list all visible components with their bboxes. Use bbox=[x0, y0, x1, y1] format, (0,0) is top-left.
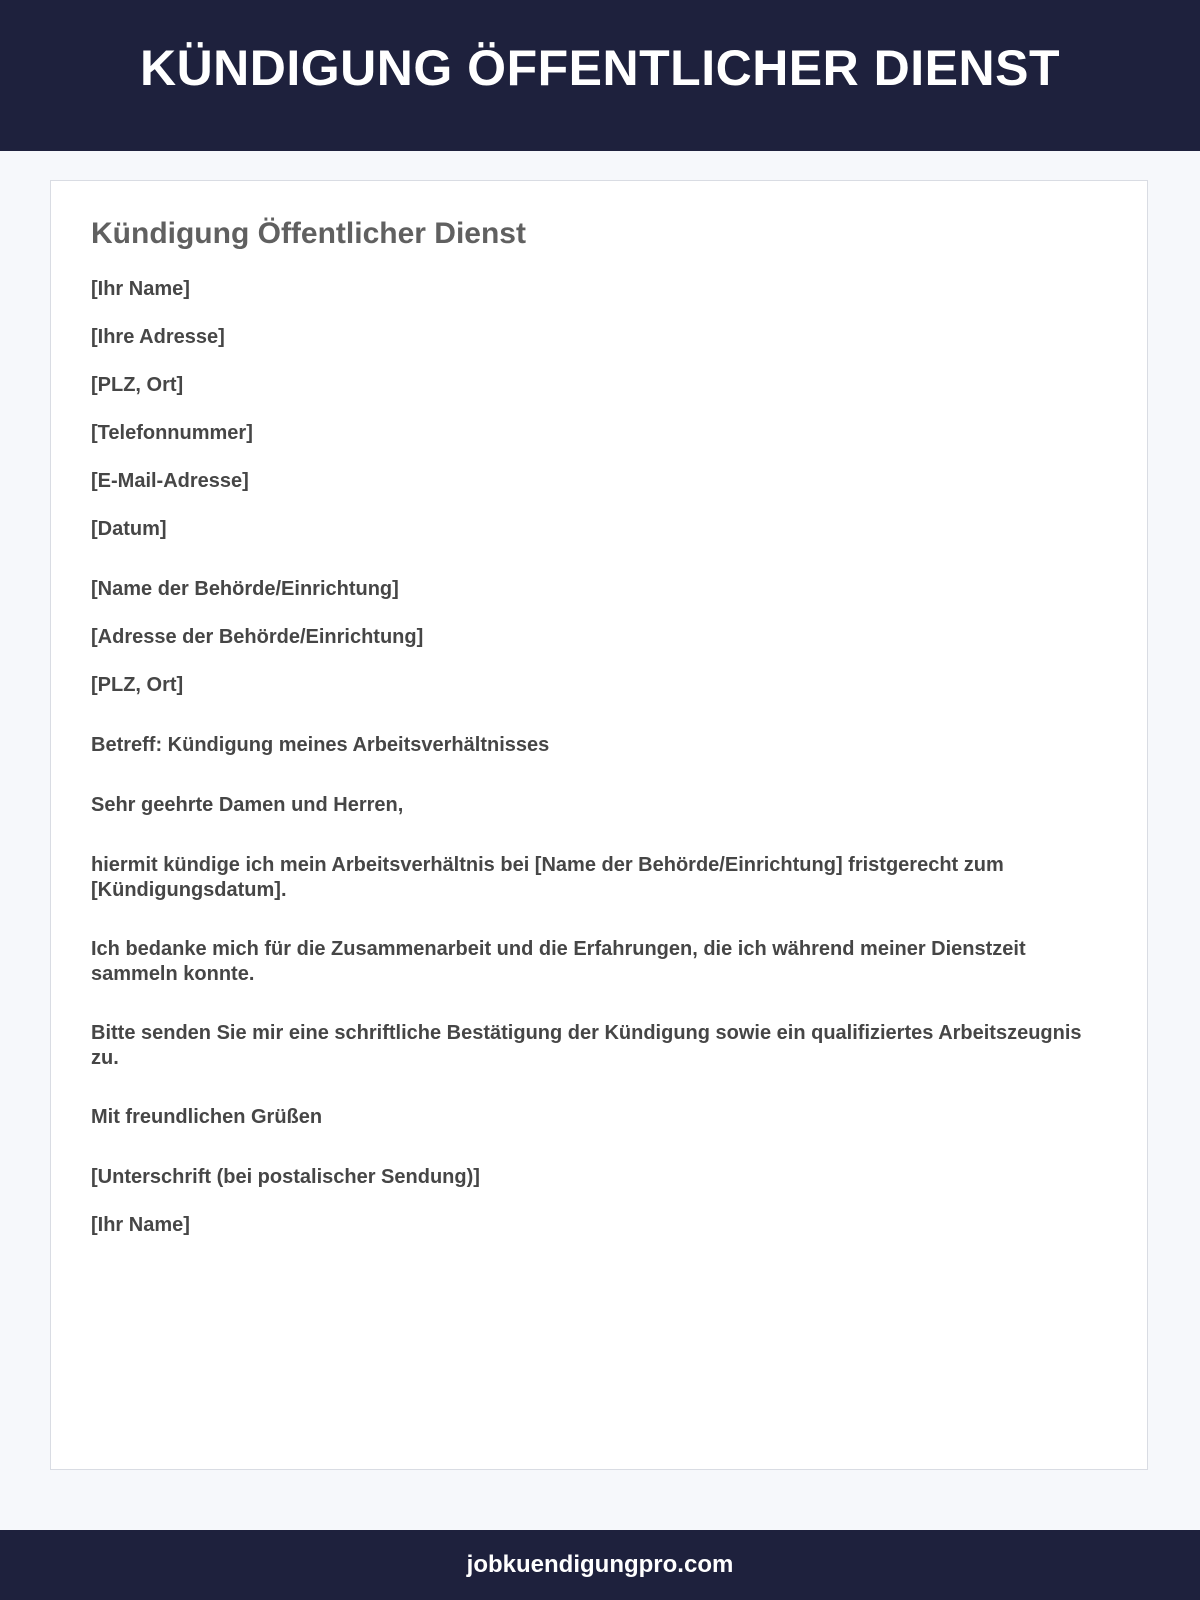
page-title: KÜNDIGUNG ÖFFENTLICHER DIENST bbox=[139, 39, 1061, 96]
letter-salutation: Sehr geehrte Damen und Herren, bbox=[91, 794, 404, 816]
sender-address: [Ihre Adresse] bbox=[91, 326, 225, 348]
letter-subject: Betreff: Kündigung meines Arbeitsverhältnisses bbox=[91, 734, 550, 756]
recipient-address: [Adresse der Behörde/Einrichtung] bbox=[91, 626, 424, 648]
signature-name: [Ihr Name] bbox=[91, 1214, 190, 1236]
sender-phone: [Telefonnummer] bbox=[91, 422, 253, 444]
letter-closing: Mit freundlichen Grüßen bbox=[91, 1106, 323, 1128]
letter-date: [Datum] bbox=[91, 518, 167, 540]
page-footer bbox=[0, 1530, 1200, 1600]
sender-email: [E-Mail-Adresse] bbox=[91, 470, 249, 492]
footer-site-link[interactable]: jobkuendigungpro.com bbox=[466, 1551, 734, 1578]
signature-placeholder: [Unterschrift (bei postalischer Sendung)] bbox=[91, 1166, 480, 1188]
sender-city: [PLZ, Ort] bbox=[91, 374, 184, 396]
recipient-name: [Name der Behörde/Einrichtung] bbox=[91, 578, 399, 600]
letter-card bbox=[50, 180, 1148, 1470]
recipient-city: [PLZ, Ort] bbox=[91, 674, 184, 696]
sender-name: [Ihr Name] bbox=[91, 278, 190, 300]
letter-paragraph: Bitte senden Sie mir eine schriftliche Bestätigung der Kündigung sowie ein qualifiziertes Arbeitszeugnis zu. bbox=[91, 1022, 1082, 1069]
document-title: Kündigung Öffentlicher Dienst bbox=[91, 217, 526, 250]
page-header bbox=[0, 0, 1200, 151]
letter-paragraph: hiermit kündige ich mein Arbeitsverhältnis bei [Name der Behörde/Einrichtung] fristgerecht zum [Kündigungsdatum]. bbox=[91, 854, 1004, 901]
letter-paragraph: Ich bedanke mich für die Zusammenarbeit und die Erfahrungen, die ich während meiner Dienstzeit sammeln konnte. bbox=[91, 938, 1026, 985]
